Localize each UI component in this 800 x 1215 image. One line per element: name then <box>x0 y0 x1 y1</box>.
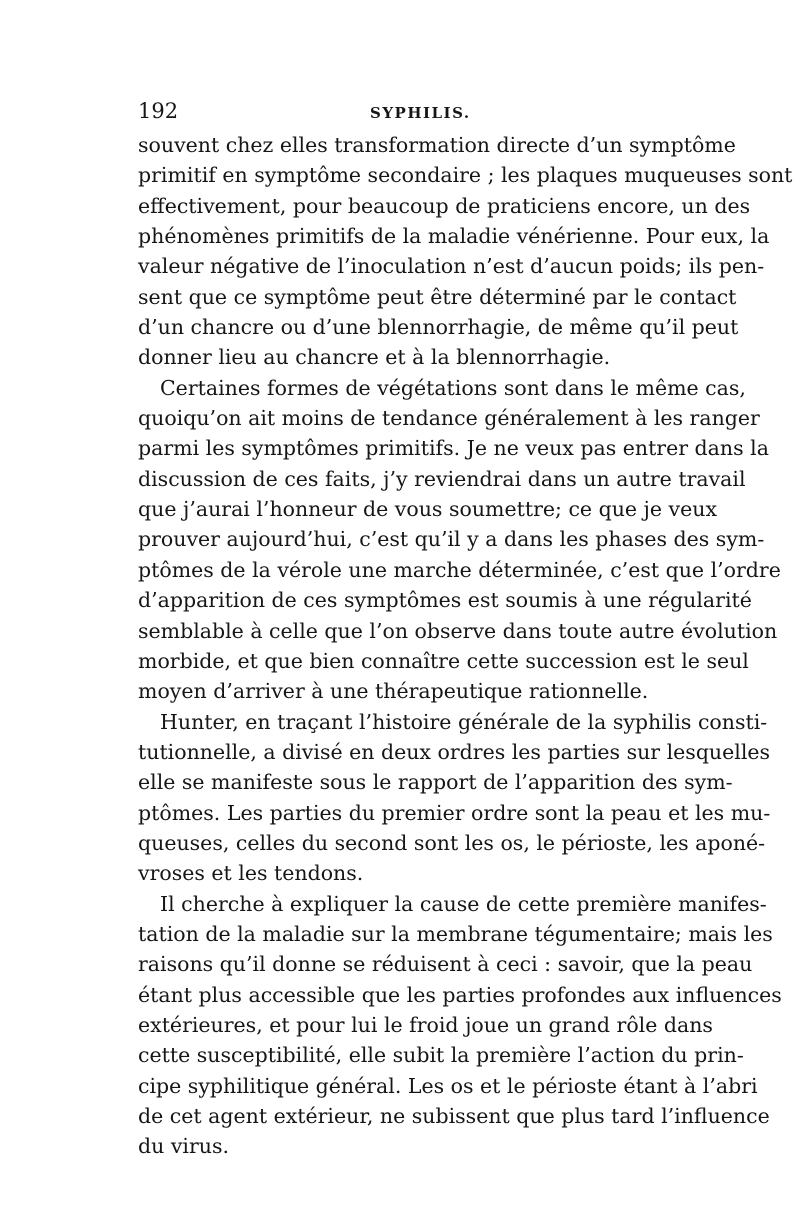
paragraph-start-line: Il cherche à expliquer la cause de cette première manifes- <box>160 891 767 916</box>
text-line: elle se manifeste sous le rapport de l’apparition des sym- <box>138 770 733 795</box>
text-line: cette susceptibilité, elle subit la première l’action du prin- <box>138 1043 744 1068</box>
text-line: quoiqu’on ait moins de tendance généralement à les ranger <box>138 406 760 431</box>
running-head: SYPHILIS. <box>370 104 471 122</box>
text-line: tutionnelle, a divisé en deux ordres les parties sur lesquelles <box>138 739 771 764</box>
text-line: que j’aurai l’honneur de vous soumettre; ce que je veux <box>138 497 718 522</box>
paragraph-start-line: Hunter, en traçant l’histoire générale de la syphilis consti- <box>160 709 768 734</box>
text-line: souvent chez elles transformation directe d’un symptôme <box>138 133 736 157</box>
text-line: discussion de ces faits, j’y reviendrai dans un autre travail <box>138 466 746 491</box>
text-line: morbide, et que bien connaître cette succession est le seul <box>138 648 749 673</box>
page-header <box>138 99 670 129</box>
paragraph-start-line: Certaines formes de végétations sont dans le même cas, <box>160 375 746 400</box>
text-line: raisons qu’il donne se réduisent à ceci : savoir, que la peau <box>138 952 753 977</box>
body-text <box>138 130 793 1162</box>
text-line: ptômes de la vérole une marche déterminée, c’est que l’ordre <box>138 557 781 582</box>
text-line: primitif en symptôme secondaire ; les plaques muqueuses sont <box>138 163 793 188</box>
text-line: valeur négative de l’inoculation n’est d’aucun poids; ils pen- <box>138 254 765 279</box>
text-line: étant plus accessible que les parties profondes aux influences <box>138 982 782 1007</box>
text-line: ptômes. Les parties du premier ordre sont la peau et les mu- <box>138 800 771 825</box>
text-line: cipe syphilitique général. Les os et le périoste étant à l’abri <box>138 1073 758 1098</box>
text-line: effectivement, pour beaucoup de praticiens encore, un des <box>138 193 751 218</box>
text-line: d’un chancre ou d’une blennorrhagie, de même qu’il peut <box>138 315 739 340</box>
text-line: extérieures, et pour lui le froid joue un grand rôle dans <box>138 1012 713 1037</box>
paragraph-end-line: donner lieu au chancre et à la blennorrhagie. <box>138 345 611 370</box>
paragraph-end-line: du virus. <box>138 1134 230 1159</box>
text-line: de cet agent extérieur, ne subissent que plus tard l’influence <box>138 1104 770 1128</box>
paragraph-end-line: vroses et les tendons. <box>138 861 364 886</box>
text-line: tation de la maladie sur la membrane tégumentaire; mais les <box>138 921 773 946</box>
text-line: sent que ce symptôme peut être déterminé par le contact <box>138 284 737 309</box>
text-line: parmi les symptômes primitifs. Je ne veux pas entrer dans la <box>138 436 769 461</box>
paragraph-end-line: moyen d’arriver à une thérapeutique rationnelle. <box>138 679 649 704</box>
text-line: phénomènes primitifs de la maladie vénérienne. Pour eux, la <box>138 224 770 249</box>
text-line: semblable à celle que l’on observe dans toute autre évolution <box>138 618 778 643</box>
text-line: prouver aujourd’hui, c’est qu’il y a dans les phases des sym- <box>138 527 765 552</box>
text-line: d’apparition de ces symptômes est soumis à une régularité <box>138 588 752 613</box>
text-line: queuses, celles du second sont les os, le périoste, les aponé- <box>138 830 766 855</box>
page-number: 192 <box>138 99 179 123</box>
